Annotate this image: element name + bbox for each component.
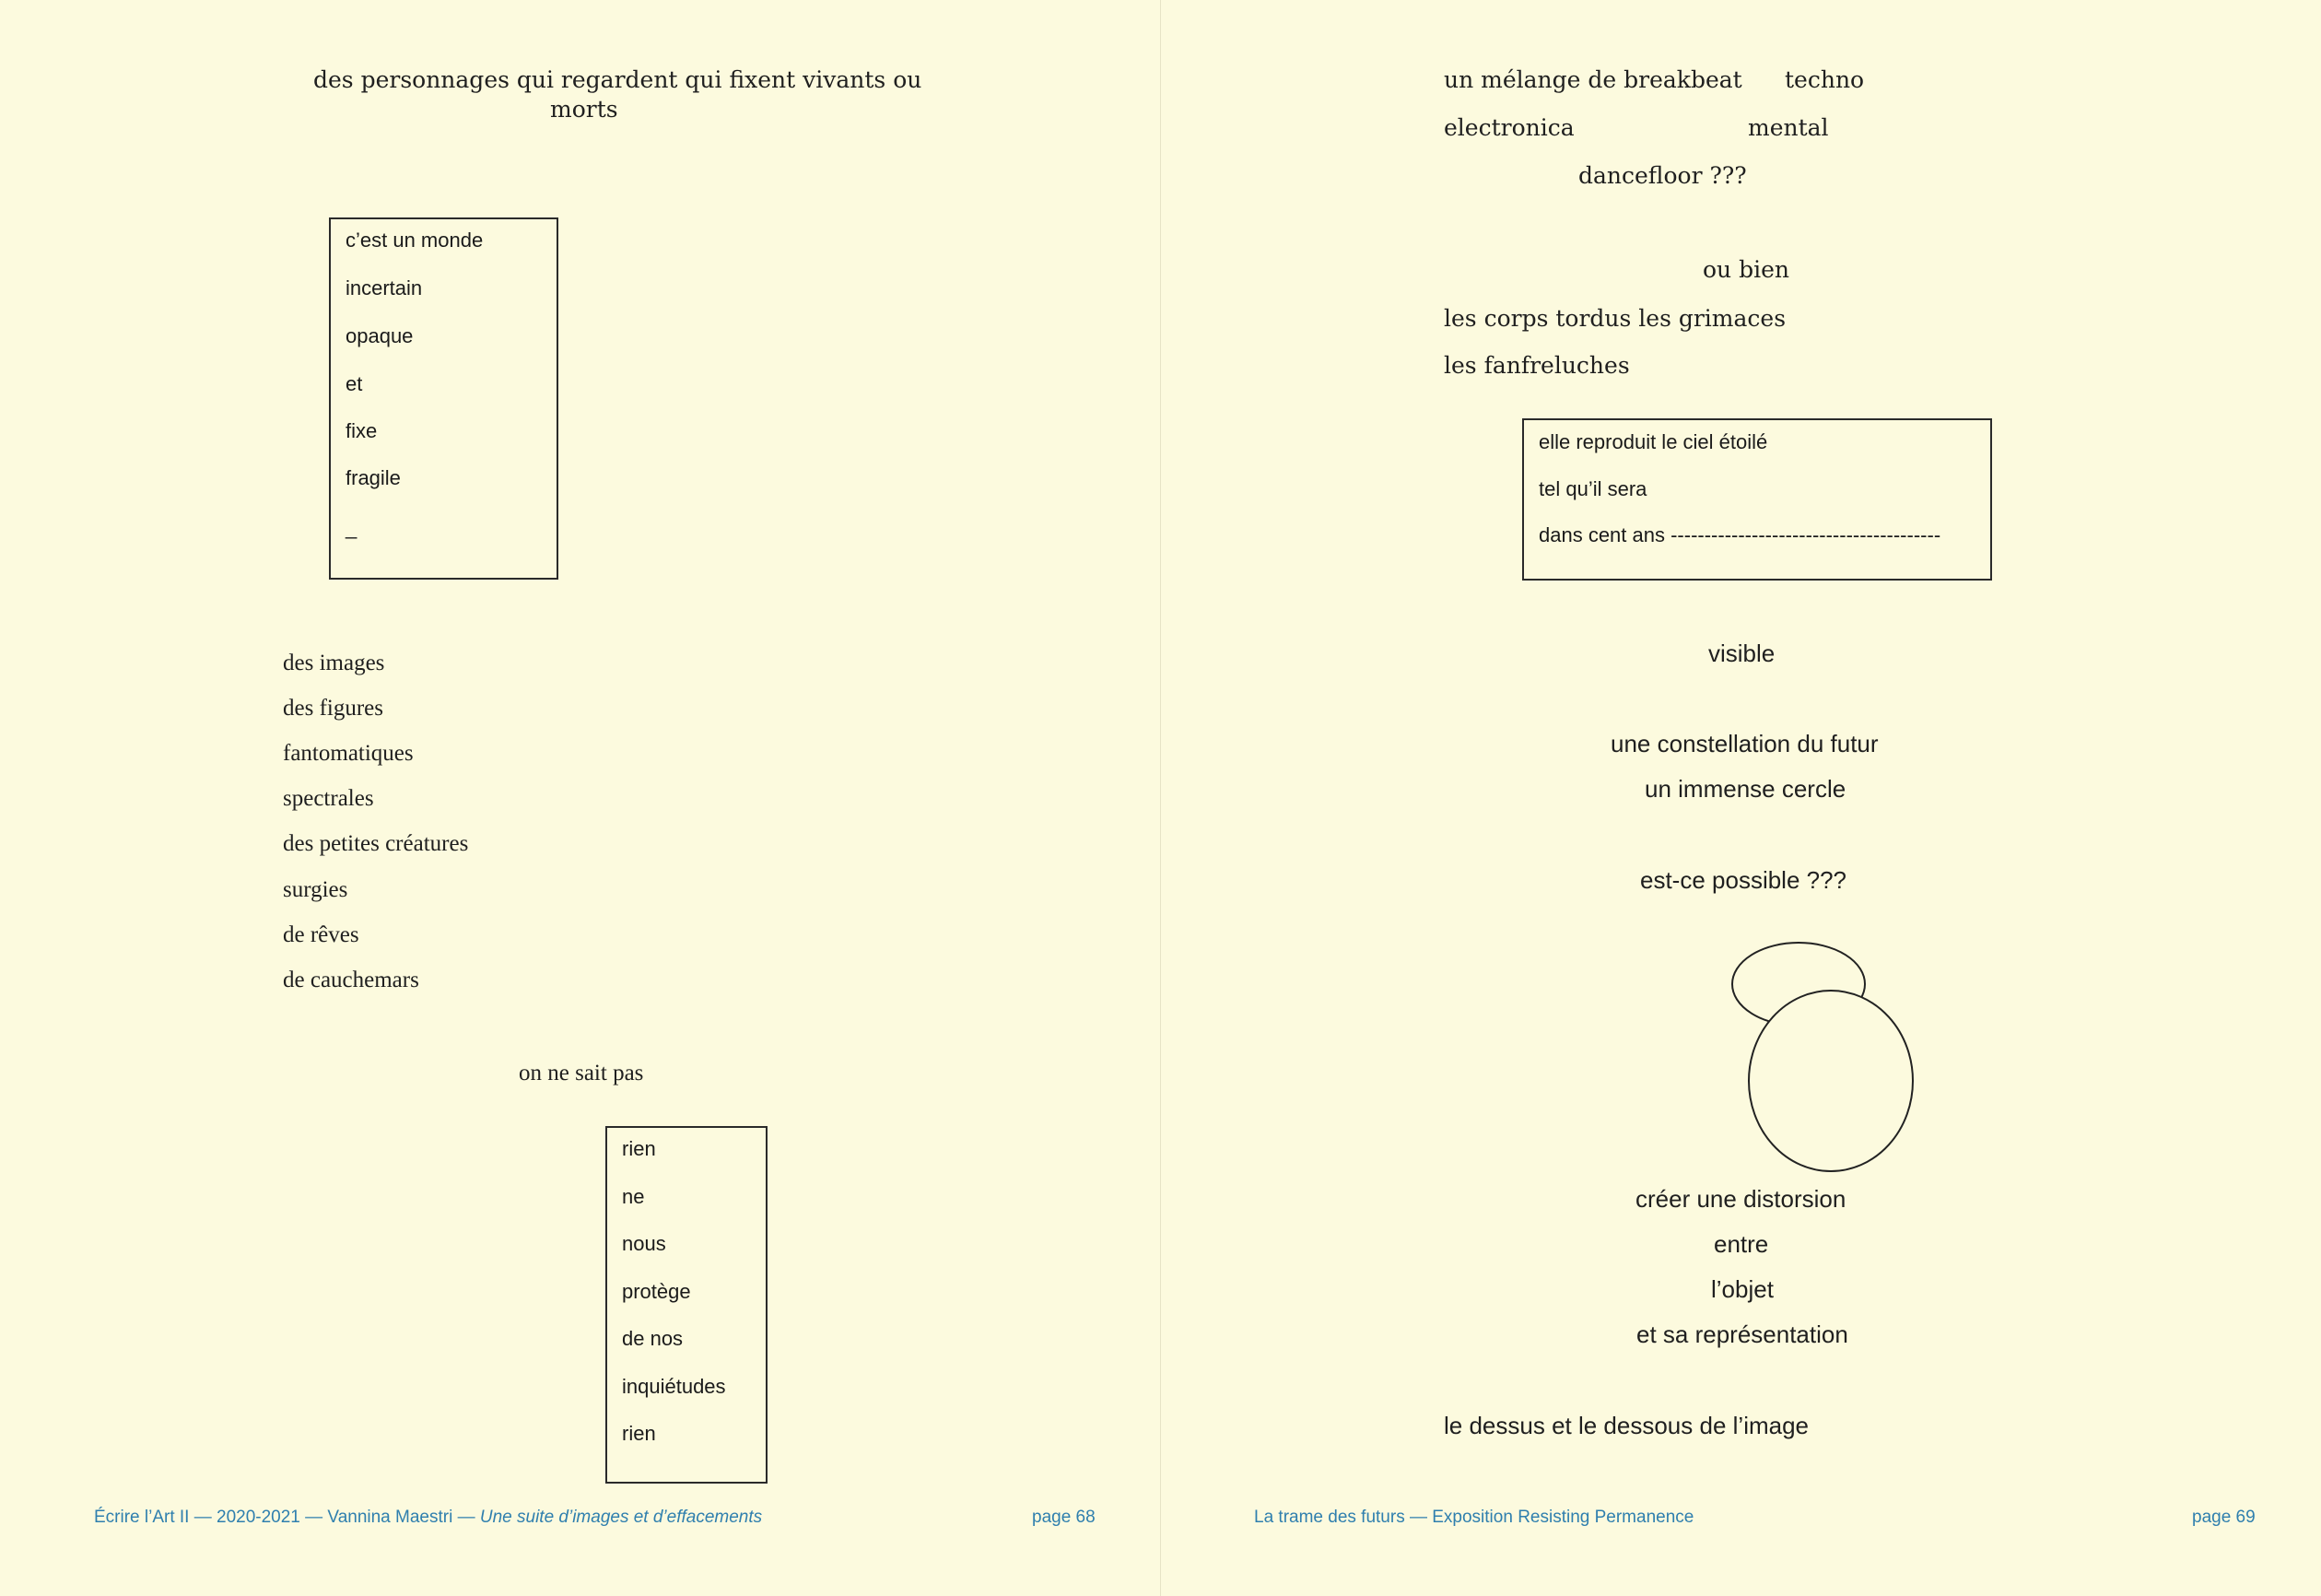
constellation-text: une constellation du futur [1611,730,1879,757]
box-line: et [346,372,363,395]
left-footer-title [94,1508,762,1528]
box-line: inquiétudes [622,1375,726,1398]
box-line: elle reproduit le ciel étoilé [1539,430,1768,453]
dancefloor-text: dancefloor ??? [1578,162,1747,189]
corps-text: les corps tordus les grimaces [1444,305,1787,332]
box-line: ne [622,1185,645,1208]
dessus-text: le dessus et le dessous de l’image [1444,1412,1810,1439]
box-line: fixe [346,419,378,442]
right-page-number: page 69 [2192,1508,2256,1527]
large-ellipse [1749,991,1913,1171]
list-item: des figures [283,696,383,721]
box-line: rien [622,1422,656,1445]
left-page [0,0,1160,1596]
box-line: incertain [346,276,423,299]
left-page-number: page 68 [1032,1508,1096,1527]
box-line: nous [622,1232,666,1255]
list-item: des petites créatures [283,831,469,856]
list-item: de rêves [283,922,359,947]
distorsion-line: et sa représentation [1636,1320,1848,1348]
box-line: dans cent ans ---------------------------------------- [1539,523,1941,546]
list-item: spectrales [283,786,374,811]
possible-text: est-ce possible ??? [1640,866,1847,894]
left-footer-text: Écrire l’Art II — 2020-2021 — Vannina Maestri — [94,1508,480,1527]
box-line: rien [622,1137,656,1160]
box-line: protège [622,1280,691,1303]
visible-text: visible [1708,640,1776,667]
techno-text: techno [1785,66,1865,93]
poem-box-monde [329,217,558,580]
melange-text: un mélange de breakbeat [1444,66,1742,93]
electronica-text: electronica [1444,114,1575,141]
right-page [1161,0,2321,1596]
poem-box-rien [605,1126,768,1484]
cercle-text: un immense cercle [1645,775,1846,803]
ou-bien-text: ou bien [1703,256,1789,283]
left-heading-line1: des personnages qui regardent qui fixent vivants ou [313,66,922,93]
on-ne-sait-pas: on ne sait pas [519,1061,644,1086]
box-line: fragile [346,466,401,489]
distorsion-line: l’objet [1711,1275,1774,1303]
distorsion-line: créer une distorsion [1635,1185,1846,1213]
box-line: tel qu’il sera [1539,477,1647,500]
mental-text: mental [1748,114,1829,141]
box-line: opaque [346,324,414,347]
distorsion-line: entre [1714,1230,1769,1258]
fanfreluches-text: les fanfreluches [1444,352,1630,379]
list-item: fantomatiques [283,741,414,766]
ellipses-drawing [1714,935,1917,1177]
right-footer-title: La trame des futurs — Exposition Resisting Permanence [1254,1508,1694,1527]
box-line: _ [346,516,358,539]
poem-box-ciel [1522,418,1992,581]
left-heading-line2: morts [550,96,618,123]
left-footer-italic: Une suite d’images et d’effacements [479,1508,763,1527]
list-item: surgies [283,877,348,902]
box-line: c’est un monde [346,229,484,252]
list-item: des images [283,651,385,675]
list-item: de cauchemars [283,968,419,992]
box-line: de nos [622,1327,684,1350]
